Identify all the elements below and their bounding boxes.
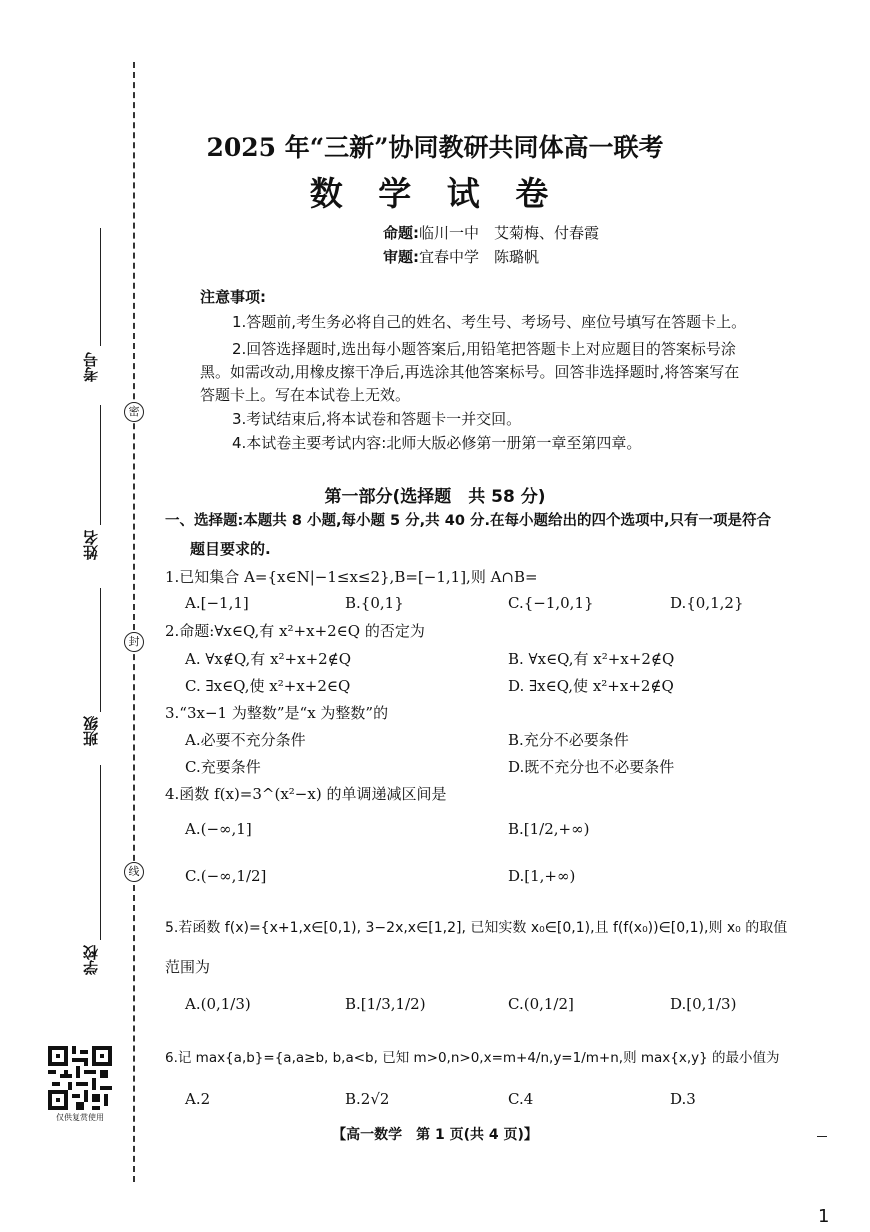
option-b: B.{0,1} — [345, 594, 404, 612]
notice-item: 1.答题前,考生务必将自己的姓名、考生号、考场号、座位号填写在答题卡上。 — [232, 313, 747, 331]
option-b: B.2√2 — [345, 1090, 390, 1108]
question-stem: 4.函数 f(x)=3^(x²−x) 的单调递减区间是 — [165, 785, 447, 803]
notice-item: 答题卡上。写在本试卷上无效。 — [200, 386, 411, 404]
option-b: B.充分不必要条件 — [508, 731, 629, 749]
author-label: 命题: — [383, 224, 419, 242]
name-blank — [100, 405, 101, 525]
question-stem: 6.记 max{a,b}={a,a≥b, b,a<b, 已知 m>0,n>0,x=m+4/n,y=1/m+n,则 max{x,y} 的最小值为 — [165, 1050, 780, 1066]
seal-mi: 密 — [124, 402, 144, 422]
option-c: C.4 — [508, 1090, 534, 1108]
name-label: 姓名 — [82, 530, 100, 560]
option-a: A.(0,1/3) — [185, 995, 251, 1013]
question-stem: 1.已知集合 A={x∈N|−1≤x≤2},B=[−1,1],则 A∩B= — [165, 568, 538, 586]
option-d: D.[1,+∞) — [508, 867, 576, 885]
section-heading-cont: 题目要求的. — [190, 540, 271, 558]
option-a: A.必要不充分条件 — [185, 731, 306, 749]
seal-xian: 线 — [124, 862, 144, 882]
option-d: D.[0,1/3) — [670, 995, 737, 1013]
option-b: B.[1/3,1/2) — [345, 995, 426, 1013]
notice-item: 3.考试结束后,将本试卷和答题卡一并交回。 — [232, 410, 522, 428]
option-a: A.[−1,1] — [185, 594, 249, 612]
seal-feng: 封 — [124, 632, 144, 652]
option-b: B. ∀x∈Q,有 x²+x+2∉Q — [508, 650, 675, 668]
option-a: A. ∀x∉Q,有 x²+x+2∉Q — [185, 650, 352, 668]
notice-item: 黑。如需改动,用橡皮擦干净后,再选涂其他答案标号。回答非选择题时,将答案写在 — [200, 363, 740, 381]
qr-code[interactable] — [48, 1046, 112, 1110]
exam-subject: 数 学 试 卷 — [309, 174, 561, 213]
notice-heading: 注意事项: — [200, 288, 266, 306]
option-d: D.{0,1,2} — [670, 594, 744, 612]
option-c: C.充要条件 — [185, 758, 261, 776]
option-a: A.2 — [185, 1090, 211, 1108]
question-stem: 3.“3x−1 为整数”是“x 为整数”的 — [165, 704, 389, 722]
qr-caption: 仅供复赏使用 — [56, 1113, 104, 1122]
option-a: A.(−∞,1] — [185, 820, 252, 838]
reviewer-label: 审题: — [383, 248, 419, 266]
footer-dash — [817, 1136, 827, 1137]
option-d: D.既不充分也不必要条件 — [508, 758, 675, 776]
question-stem: 2.命题:∀x∈Q,有 x²+x+2∈Q 的否定为 — [165, 622, 425, 640]
reviewer-line — [383, 246, 539, 267]
author-value: 临川一中 艾菊梅、付春霞 — [419, 224, 600, 242]
option-c: C.(0,1/2] — [508, 995, 574, 1013]
binding-dashed-line — [133, 62, 135, 1182]
notice-item: 4.本试卷主要考试内容:北师大版必修第一册第一章至第四章。 — [232, 434, 642, 452]
option-d: D.3 — [670, 1090, 696, 1108]
class-blank — [100, 588, 101, 712]
exam-title: 2025 年“三新”协同教研共同体高一联考 — [206, 133, 664, 162]
option-c: C. ∃x∈Q,使 x²+x+2∈Q — [185, 677, 351, 695]
school-label: 学校 — [82, 945, 100, 975]
option-d: D. ∃x∈Q,使 x²+x+2∉Q — [508, 677, 674, 695]
exam-number-label: 考号 — [82, 352, 100, 382]
author-line — [383, 222, 599, 243]
page-footer: 【高一数学 第 1 页(共 4 页)】 — [332, 1127, 538, 1143]
notice-item: 2.回答选择题时,选出每小题答案后,用铅笔把答题卡上对应题目的答案标号涂 — [232, 340, 736, 358]
question-stem-cont: 范围为 — [165, 958, 211, 976]
part-title: 第一部分(选择题 共 58 分) — [324, 487, 546, 507]
section-heading: 一、选择题:本题共 8 小题,每小题 5 分,共 40 分.在每小题给出的四个选项中,只有一项是符合 — [165, 513, 771, 529]
option-b: B.[1/2,+∞) — [508, 820, 590, 838]
question-stem: 5.若函数 f(x)={x+1,x∈[0,1), 3−2x,x∈[1,2], 已知实数 x₀∈[0,1),且 f(f(x₀))∈[0,1),则 x₀ 的取值 — [165, 920, 788, 936]
page-number: 1 — [818, 1206, 830, 1227]
reviewer-value: 宜春中学 陈璐帆 — [419, 248, 540, 266]
option-c: C.{−1,0,1} — [508, 594, 594, 612]
class-label: 班级 — [82, 716, 100, 746]
school-blank — [100, 765, 101, 940]
option-c: C.(−∞,1/2] — [185, 867, 267, 885]
exam-number-blank — [100, 228, 101, 346]
